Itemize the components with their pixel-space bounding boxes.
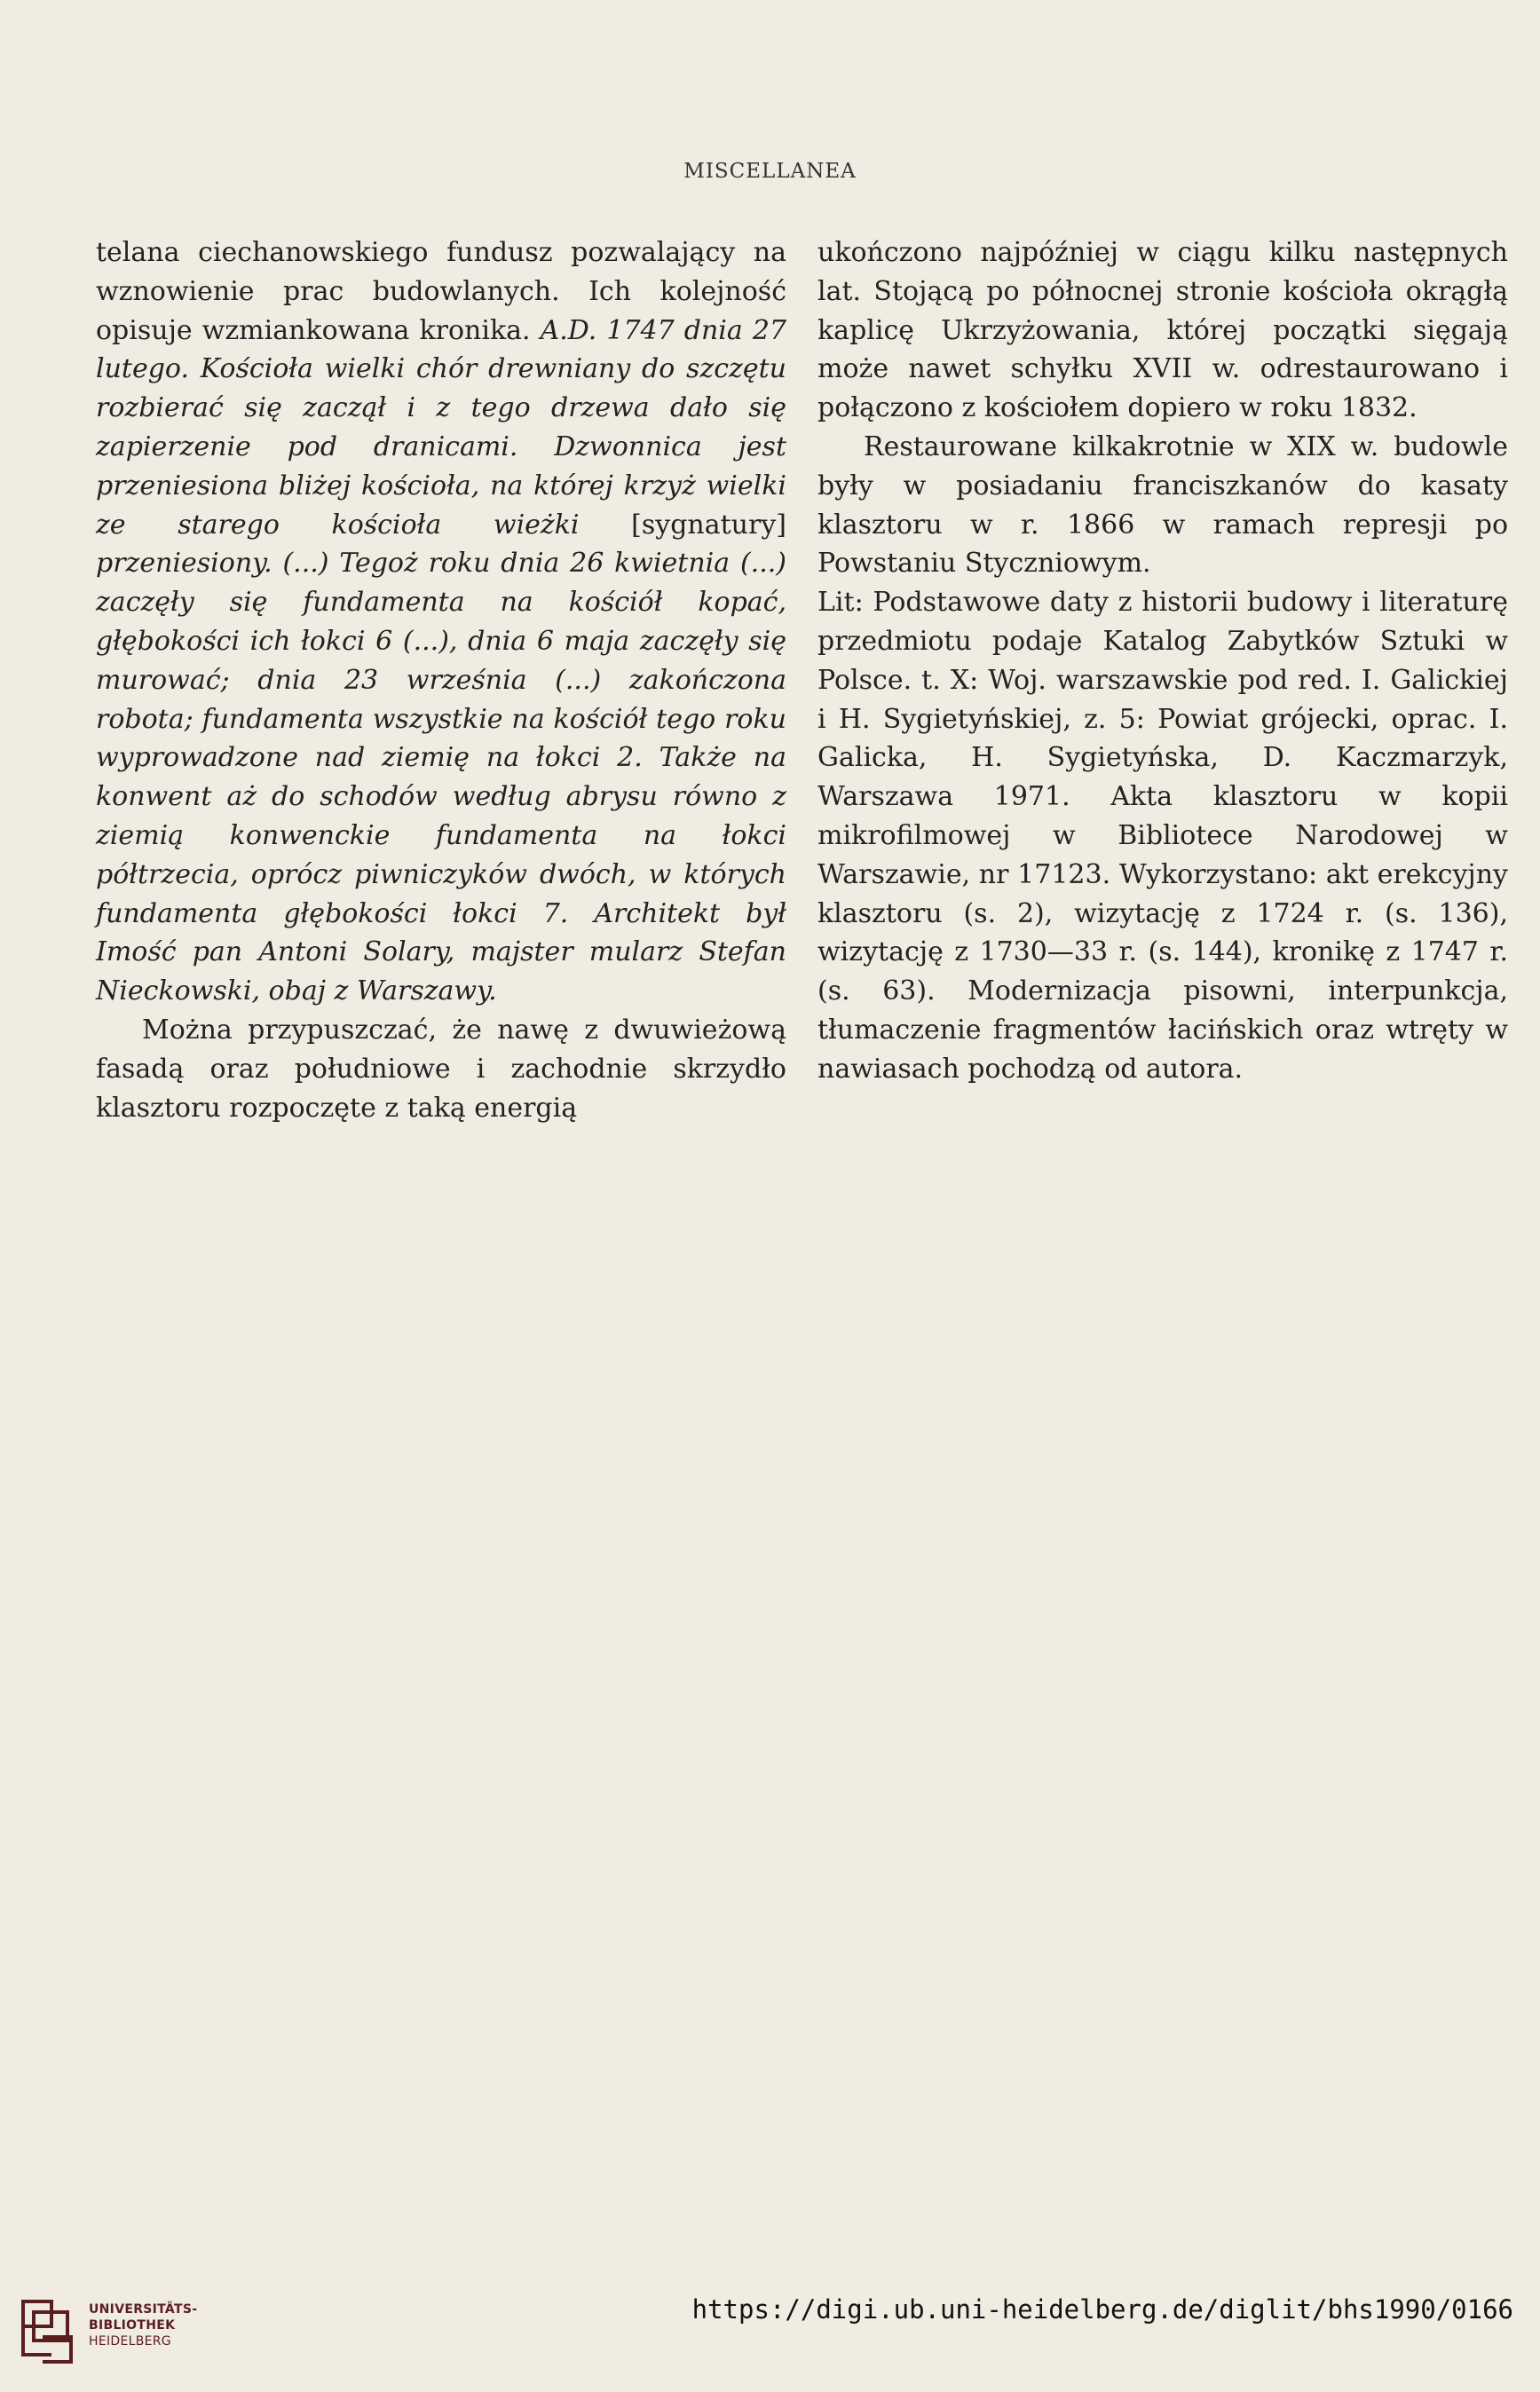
library-name-line-2: BIBLIOTHEK (89, 2318, 176, 2333)
literature-note: Lit: Podstawowe daty z historii budowy i literaturę przedmiotu podaje Katalog Zabytków Sztuki w Polsce. t. X: Woj. warszawskie pod red. I. Galickiej i H. Sygietyńskiej, z. 5: Powiat grójecki, oprac. I. Galicka, H. Sygietyńska, D. Kaczmarzyk, Warszawa 1971. Akta klasztoru w kopii mikrofilmowej w Bibliotece Narodowej w Warszawie, nr 17123. Wykorzystano: akt erekcyjny klasztoru (s. 2), wizytację z 1724 r. (s. 136), wizytację z 1730—33 r. (s. 144), kronikę z 1747 r. (s. 63). Modernizacja pisowni, interpunkcja, tłumaczenie fragmentów łacińskich oraz wtręty w nawiasach pochodzą od autora. (817, 587, 1508, 1085)
library-name-line-3: HEIDELBERG (89, 2334, 171, 2349)
left-paragraph-2: Można przypuszczać, że nawę z dwuwieżową fasadą oraz południowe i zachodnie skrzydło klasztoru rozpoczęte z taką energią (96, 1014, 786, 1124)
left-paragraph-1 (96, 233, 786, 1011)
left-column (96, 233, 786, 1127)
library-name (89, 2301, 197, 2349)
left-p1-text: telana ciechanowskiego fundusz pozwalający na wznowienie prac budowlanych. Ich kolejność opisuje wzmiankowana kronika. (96, 237, 786, 346)
chronicle-quote: A.D. 1747 dnia 27 lutego. Kościoła wielki chór drewniany do szczętu rozbierać się zaczął i z tego drzewa dało się zapierzenie pod dranicami. Dzwonnica jest przeniesiona bliżej kościoła, na której krzyż wielki ze starego kościoła wieżki (96, 314, 786, 541)
running-title: MISCELLANEA (683, 160, 857, 183)
heidelberg-library-logo-icon (16, 2291, 78, 2365)
chronicle-quote-cont: przeniesiony. (...) Tegoż roku dnia 26 kwietnia (...) zaczęły się fundamenta na kościół kopać, głębokości ich łokci 6 (...), dnia 6 maja zaczęły się murować; dnia 23 września (...) zakończona robota; fundamenta wszystkie na kościół tego roku wyprowadzone nad ziemię na łokci 2. Także na konwent aż do schodów według abrysu równo z ziemią konwenckie fundamenta na łokci półtrzecia, oprócz piwniczyków dwóch, w których fundamenta głębokości łokci 7. Architekt był Imość pan Antoni Solary, majster mularz Stefan Nieckowski, obaj z Warszawy. (96, 548, 786, 1007)
right-paragraph-1: ukończono najpóźniej w ciągu kilku następnych lat. Stojącą po północnej stronie kościoła okrągłą kaplicę Ukrzyżowania, której początki sięgają może nawet schyłku XVII w. odrestaurowano i połączono z kościołem dopiero w roku 1832. (817, 237, 1508, 424)
bracket-insert: [sygnatury] (579, 509, 786, 541)
source-url[interactable]: https://digi.ub.uni-heidelberg.de/diglit/bhs1990/0166 (691, 2294, 1513, 2325)
library-name-line-1: UNIVERSITÄTS- (89, 2302, 198, 2317)
library-logo (16, 2291, 282, 2371)
right-column (817, 233, 1508, 1089)
right-paragraph-2: Restaurowane kilkakrotnie w XIX w. budowle były w posiadaniu franciszkanów do kasaty klasztoru w r. 1866 w ramach represji po Powstaniu Styczniowym. (817, 430, 1508, 580)
